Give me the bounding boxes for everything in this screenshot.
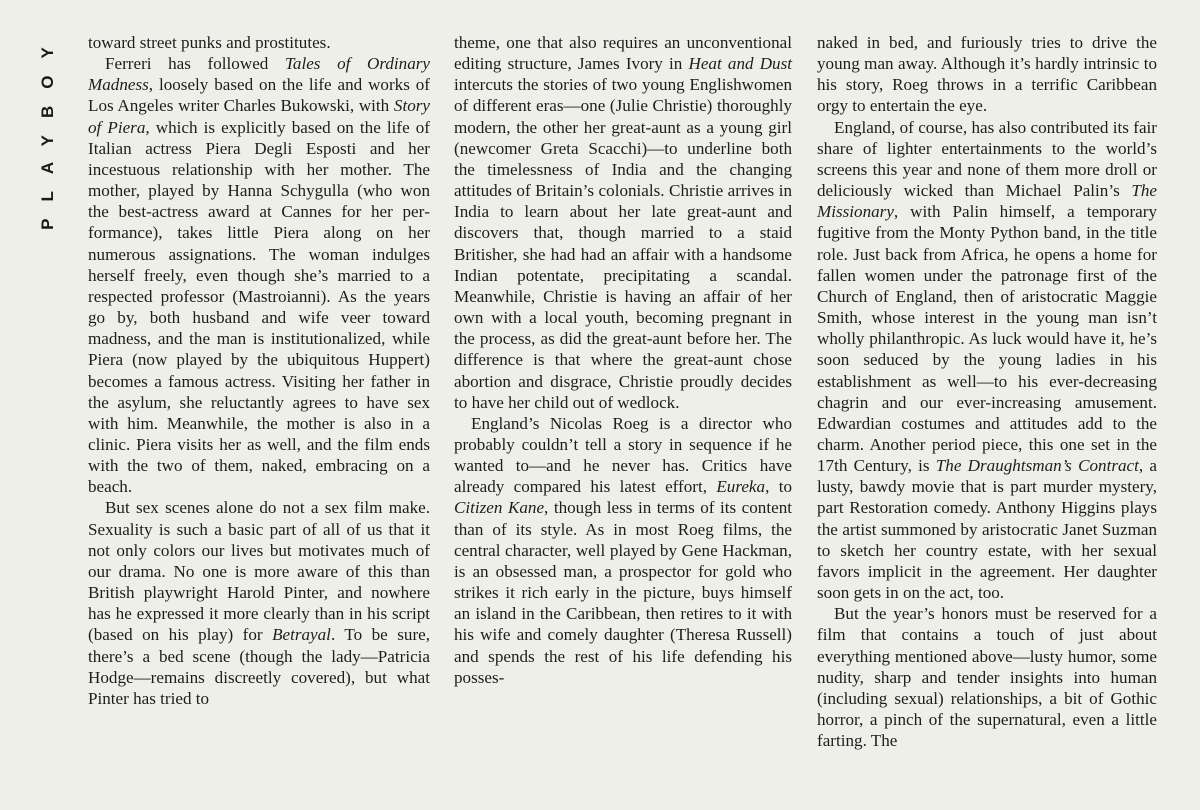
italic-title: The Missionary — [817, 181, 1157, 222]
magazine-name-tab — [33, 30, 63, 230]
italic-title: Citizen Kane — [454, 498, 545, 518]
magazine-name: PLAYBOY — [38, 30, 57, 230]
text-column-2 — [454, 32, 792, 688]
paragraph-continued: toward street punks and prostitutes. — [88, 33, 331, 52]
paragraph-the-missionary: England, of course, has also contributed its fair share of lighter entertainments to the world’s screens this year and none of them more droll or deliciously wicked than Michael Palin’s The Missionary, with Palin himself, a temporary fugitive from the Monty Python band, in the title role. Just back from Africa, he opens a home for fallen women under the patronage first of the Church of England, then of aristocratic Maggie Smith, whose interest in the young man isn’t wholly philanthropic. As luck would have it, he’s soon seduced by the young ladies in his establishment as well—to his ever-decreasing chagrin and our ever-increasing amusement. Edwardian costumes and attitudes add to the charm. Another period piece, this one set in the 17th Century, is The Draughtsman’s Contract, a lusty, bawdy movie that is part murder mystery, part Restoration comedy. Anthony Higgins plays the artist summoned by aristocratic Janet Suzman to sketch her country estate, with her sexual favors implicit in the agreement. Her daughter soon gets in on the act, too. — [817, 117, 1157, 603]
paragraph-eureka: England’s Nicolas Roeg is a director who probably couldn’t tell a story in sequence if he wanted to—and he never has. Critics have already compared his latest effort, Eureka, to Citizen Kane, though less in terms of its content than of its style. As in most Roeg films, the central character, well played by Gene Hackman, is an obsessed man, a prospector for gold who strikes it rich early in the picture, buys himself an island in the Caribbean, then retires to it with his wife and comely daughter (Theresa Russell) and spends the rest of his life defending his posses- — [454, 413, 792, 687]
italic-title: Heat and Dust — [688, 54, 792, 74]
italic-title: Story of Piera — [88, 96, 430, 137]
italic-title: Betrayal — [272, 625, 331, 645]
paragraph-roeg-orgy: naked in bed, and furiously tries to drive the young man away. Although it’s hardly intrinsic to his story, Roeg throws in a terrific Caribbean orgy to entertain the eye. — [817, 33, 1157, 116]
italic-title: Eureka — [716, 477, 766, 497]
paragraph-betrayal: But sex scenes alone do not a sex film make. Sexuality is such a basic part of all of us that it not only colors our lives but motivates much of our drama. No one is more aware of this than British playwright Harold Pinter, and nowhere has he expressed it more clearly than in his script (based on his play) for Betrayal. To be sure, there’s a bed scene (though the lady—Patricia Hodge—remains discreetly covered), but what Pinter has tried to — [88, 498, 430, 708]
italic-title: The Draughtsman’s Contract — [935, 456, 1139, 476]
paragraph-years-honors: But the year’s honors must be reserved for a film that contains a touch of just about everything mentioned above—lusty humor, some nudity, sharp and tender insights into human (including sexual) relationships, a bit of Gothic horror, a pinch of the supernatural, even a little farting. The — [817, 604, 1157, 751]
paragraph-story-of-piera: Ferreri has followed Tales of Ordinary Madness, loosely based on the life and works of Los Angeles writer Charles Bukowski, with Story of Piera, which is explicitly based on the life of Italian actress Piera Degli Esposti and her incestuous relationship with her mother. The mother, played by Hanna Schygulla (who won the best-actress award at Cannes for her performance), takes little Piera along on her numerous assignations. The woman indulges herself freely, even though she’s married to a respected professor (Mastroianni). As the years go by, both husband and wife veer toward madness, and the man is institutionalized, while Piera (now played by the ubiquitous Huppert) becomes a famous actress. Visiting her father in the asylum, she reluctantly agrees to have sex with him. Meanwhile, the mother is also in a clinic. Piera visits her as well, and the film ends with the two of them, naked, embracing on a beach. — [88, 54, 431, 497]
italic-title: Tales of Ordinary Madness — [88, 54, 430, 95]
text-column-3 — [817, 32, 1157, 751]
paragraph-heat-and-dust: theme, one that also requires an unconventional editing structure, James Ivory in Heat and Dust intercuts the stories of two young Englishwomen of different eras—one (Julie Christie) thoroughly modern, the other her great-aunt as a young girl (newcomer Greta Scacchi)—to underline both the timelessness of India and the changing attitudes of Britain’s colonials. Christie arrives in India to learn about her late great-aunt and discovers that, though married to a staid Britisher, she had had an affair with a handsome Indian potentate, precipitating a scandal. Meanwhile, Christie is having an affair of her own with a local youth, becoming pregnant in the process, as did the great-aunt before her. The difference is that where the great-aunt chose abortion and disgrace, Christie proudly decides to have her child out of wedlock. — [454, 33, 792, 412]
text-column-1 — [88, 32, 430, 709]
